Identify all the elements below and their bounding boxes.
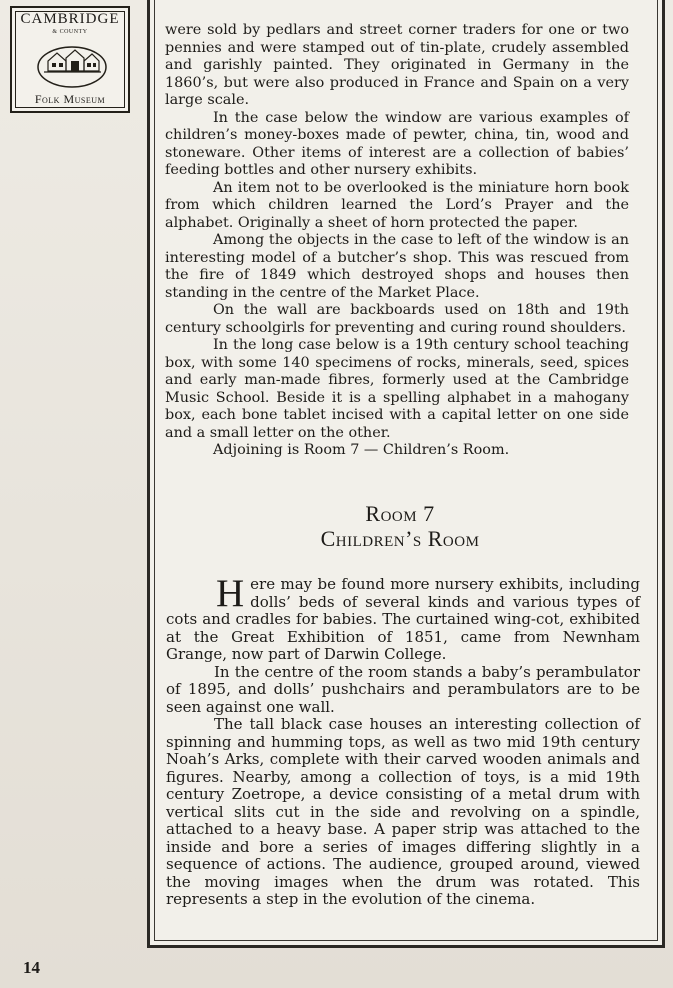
logo-bottom-text: Folk Museum [34, 92, 106, 106]
room7-paragraph-3: The tall black case houses an interesting collection of spinning and humming tops, as well as two mid 19th century Noah’s Arks, complete with their carved wooden animals and figures. Nearby, among a collection of toys, is a mid 19th century Zoetrope, a device consisting of a metal drum with vertical slits cut in the side and revolving on a spindle, attached to a heavy base. A paper strip was attached to the inside and bore a series of images differing slightly in a sequence of actions. The audience, grouped around, viewed the moving images when the drum was rotated. This represents a step in the evolution of the cinema. [166, 715, 640, 908]
logo-subtitle: & COUNTY [52, 29, 88, 35]
museum-logo [10, 6, 130, 113]
intro-paragraph-4: Among the objects in the case to left of the window is an interesting model of a butcher’s shop. This was rescued from the fire of 1849 which destroyed shops and houses then standing in the centre of the Market Place. [165, 232, 629, 301]
room-heading [275, 501, 525, 551]
room7-paragraph-1 [166, 572, 640, 664]
room7-text [166, 572, 640, 909]
intro-paragraph-3: An item not to be overlooked is the miniature horn book from which children learned the Lord’s Prayer and the alphabet. Originally a sheet of horn protected the paper. [165, 179, 629, 231]
room7-paragraph-2: In the centre of the room stands a baby’s perambulator of 1895, and dolls’ pushchairs and perambulators are to be seen against one wall. [166, 662, 640, 716]
intro-paragraph-1: were sold by pedlars and street corner traders for one or two pennies and were stamped out of tin-plate, crudely assembled and garishly painted. They originated in Germany in the 1860’s, but were also produced in France and Spain on a very large scale. [165, 22, 629, 108]
museum-building-icon [35, 41, 109, 89]
intro-paragraph-2: In the case below the window are various examples of children’s money-boxes made of pewter, china, tin, wood and stoneware. Other items of interest are a collection of babies’ feeding bottles and other nursery exhibits. [165, 109, 629, 178]
room-number-heading: Room 7 [365, 501, 435, 526]
intro-paragraph-6: In the long case below is a 19th century school teaching box, with some 140 specimens of rocks, minerals, seed, spices and early man-made fibres, formerly used at the Cambridge Music School. Beside it is a spelling alphabet in a mahogany box, each bone tablet incised with a capital letter on one side and a small letter on the other. [165, 337, 629, 441]
logo-title: CAMBRIDGE [20, 11, 120, 27]
intro-paragraph-5: On the wall are backboards used on 18th and 19th century schoolgirls for preventing and curing round shoulders. [165, 302, 629, 336]
room-title-heading: Children’s Room [320, 526, 480, 551]
drop-cap: H [216, 572, 245, 615]
page-number: 14 [23, 958, 40, 977]
intro-paragraph-7: Adjoining is Room 7 — Children’s Room. [213, 442, 510, 458]
intro-text [165, 22, 629, 460]
room7-paragraph-1-text: ere may be found more nursery exhibits, including dolls’ beds of several kinds and various types of cots and cradles for babies. The curtained wing-cot, exhibited at the Great Exhibition of 1851, came from Newnham Grange, now part of Darwin College. [166, 575, 640, 663]
